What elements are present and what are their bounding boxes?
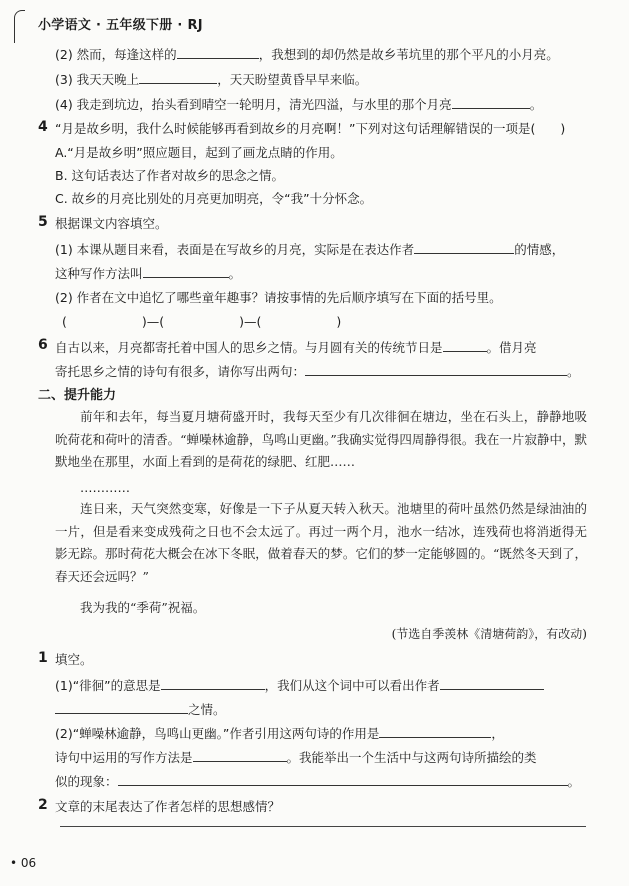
- q6-line-2-text: 寄托思乡之情的诗句有很多，请你写出两句：: [55, 364, 306, 379]
- r1-item-1-cont: [55, 700, 226, 719]
- q5-item-1a: [55, 240, 564, 259]
- q3-item-4-text: (4) 我走到坑边，抬头看到晴空一轮明月，清光四溢，与水里的那个月亮: [55, 97, 452, 112]
- answer-blank[interactable]: [440, 676, 544, 690]
- question-number: 5: [38, 214, 48, 230]
- passage-text: 我为我的“季荷”祝福。: [80, 600, 206, 615]
- q4-option-b[interactable]: B. 这句话表达了作者对故乡的思念之情。: [55, 168, 285, 183]
- q5-item-1a-text: (1) 本课从题目来看，表面是在写故乡的月亮，实际是在表达作者: [55, 242, 415, 257]
- passage-paragraph-2: [55, 498, 587, 588]
- question-number: 1: [38, 650, 48, 666]
- q3-item-4-text-end: 。: [529, 97, 543, 112]
- r1-item-2-text: (2)“蝉噪林逾静，鸟鸣山更幽。”作者引用这两句诗的作用是: [55, 726, 380, 741]
- q6-line-1: [55, 338, 537, 357]
- q3-item-2-text: (2) 然而，每逢这样的: [55, 47, 177, 62]
- answer-blank[interactable]: [414, 240, 514, 254]
- passage-paragraph-1: [55, 406, 587, 474]
- question-number: 6: [38, 337, 48, 353]
- answer-line[interactable]: [60, 826, 586, 827]
- r1-item-2-example: [55, 772, 580, 791]
- r1-item-1-cont-text: 之情。: [188, 702, 226, 717]
- r1-item-1: [55, 676, 544, 695]
- q4-prompt: “月是故乡明，我什么时候能够再看到故乡的月亮啊！”下列对这句话理解错误的一项是( ): [55, 121, 566, 136]
- question-number: 2: [38, 797, 48, 813]
- r1-item-2-cont-text-end: 。我能举出一个生活中与这两句诗所描绘的类: [286, 750, 537, 765]
- q3-item-3-text: (3) 我天天晚上: [55, 72, 140, 87]
- answer-blank[interactable]: [118, 772, 568, 786]
- q5-prompt: 根据课文内容填空。: [55, 216, 168, 231]
- answer-blank[interactable]: [452, 95, 530, 109]
- q3-item-4: [55, 95, 542, 114]
- q3-item-2: [55, 45, 559, 64]
- r2-prompt: 文章的末尾表达了作者怎样的思想感情？: [55, 799, 281, 814]
- q3-item-3-text-end: ，天天盼望黄昏早早来临。: [217, 72, 368, 87]
- q6-line-1-text: 自古以来，月亮都寄托着中国人的思乡之情。与月圆有关的传统节日是: [55, 340, 443, 355]
- q5-item-1a-text-end: 的情感，: [514, 242, 565, 257]
- q3-item-2-text-end: ，我想到的却仍然是故乡苇坑里的那个平凡的小月亮。: [258, 47, 559, 62]
- q5-item-1b-text-end: 。: [228, 266, 242, 281]
- answer-blank[interactable]: [177, 45, 259, 59]
- question-number: 4: [38, 119, 48, 135]
- answer-blank[interactable]: [139, 70, 217, 84]
- q4-option-a[interactable]: A.“月是故乡明”照应题目，起到了画龙点睛的作用。: [55, 145, 343, 160]
- q5-item-1b: [55, 264, 241, 283]
- r1-item-2-example-text: 似的现象：: [55, 774, 118, 789]
- q5-order-brackets[interactable]: ( )—( )—( ): [62, 314, 342, 329]
- answer-blank[interactable]: [443, 338, 487, 352]
- answer-blank[interactable]: [193, 748, 287, 762]
- q6-line-2-text-end: 。: [567, 364, 580, 379]
- page-number: • 06: [10, 856, 37, 870]
- r1-item-2-text-end: ，: [491, 726, 504, 741]
- passage-paragraph-3: [55, 597, 587, 620]
- r1-item-2: [55, 724, 504, 743]
- r1-prompt: 填空。: [55, 652, 93, 667]
- r1-item-2-example-text-end: 。: [567, 774, 581, 789]
- q4-option-c[interactable]: C. 故乡的月亮比别处的月亮更加明亮，令“我”十分怀念。: [55, 191, 373, 206]
- answer-blank[interactable]: [305, 362, 567, 376]
- r1-item-2-cont: [55, 748, 537, 767]
- q6-line-2: [55, 362, 580, 381]
- q5-item-2: (2) 作者在文中追忆了哪些童年趣事？请按事情的先后顺序填写在下面的括号里。: [55, 290, 502, 305]
- q5-item-1b-text: 这种写作方法叫: [55, 266, 143, 281]
- answer-blank[interactable]: [379, 724, 491, 738]
- book-header: 小学语文 · 五年级下册 · RJ: [38, 18, 203, 33]
- q6-line-1-text-end: 。借月亮: [486, 340, 537, 355]
- r1-item-2-cont-text: 诗句中运用的写作方法是: [55, 750, 193, 765]
- r1-item-1-text-mid: ，我们从这个词中可以看出作者: [264, 678, 440, 693]
- section-heading: 二、提升能力: [38, 388, 117, 403]
- passage-ellipsis: …………: [80, 480, 130, 495]
- passage-text: 前年和去年，每当夏月塘荷盛开时，我每天至少有几次徘徊在塘边，坐在石头上，静静地吸吮荷花和荷叶的清香。“蝉噪林逾静，鸟鸣山更幽。”我确实觉得四周静得很。我在一片寂静中，默默地坐在那里，水面上看到的是荷花的绿肥、红肥……: [55, 409, 587, 469]
- passage-source: (节选自季羡林《清塘荷韵》，有改动): [391, 627, 587, 641]
- r1-item-1-text: (1)“徘徊”的意思是: [55, 678, 161, 693]
- passage-text: 连日来，天气突然变寒，好像是一下子从夏天转入秋天。池塘里的荷叶虽然仍然是绿油油的一片，但是看来变成残荷之日也不会太远了。再过一两个月，池水一结冰，连残荷也将消逝得无影无踪。那时荷花大概会在冰下冬眠，做着春天的梦。它们的梦一定能够圆的。“既然冬天到了，春天还会远吗？”: [55, 501, 587, 584]
- page-corner-mark: [14, 10, 25, 43]
- answer-blank[interactable]: [161, 676, 265, 690]
- q3-item-3: [55, 70, 367, 89]
- answer-blank[interactable]: [55, 700, 188, 714]
- answer-blank[interactable]: [143, 264, 229, 278]
